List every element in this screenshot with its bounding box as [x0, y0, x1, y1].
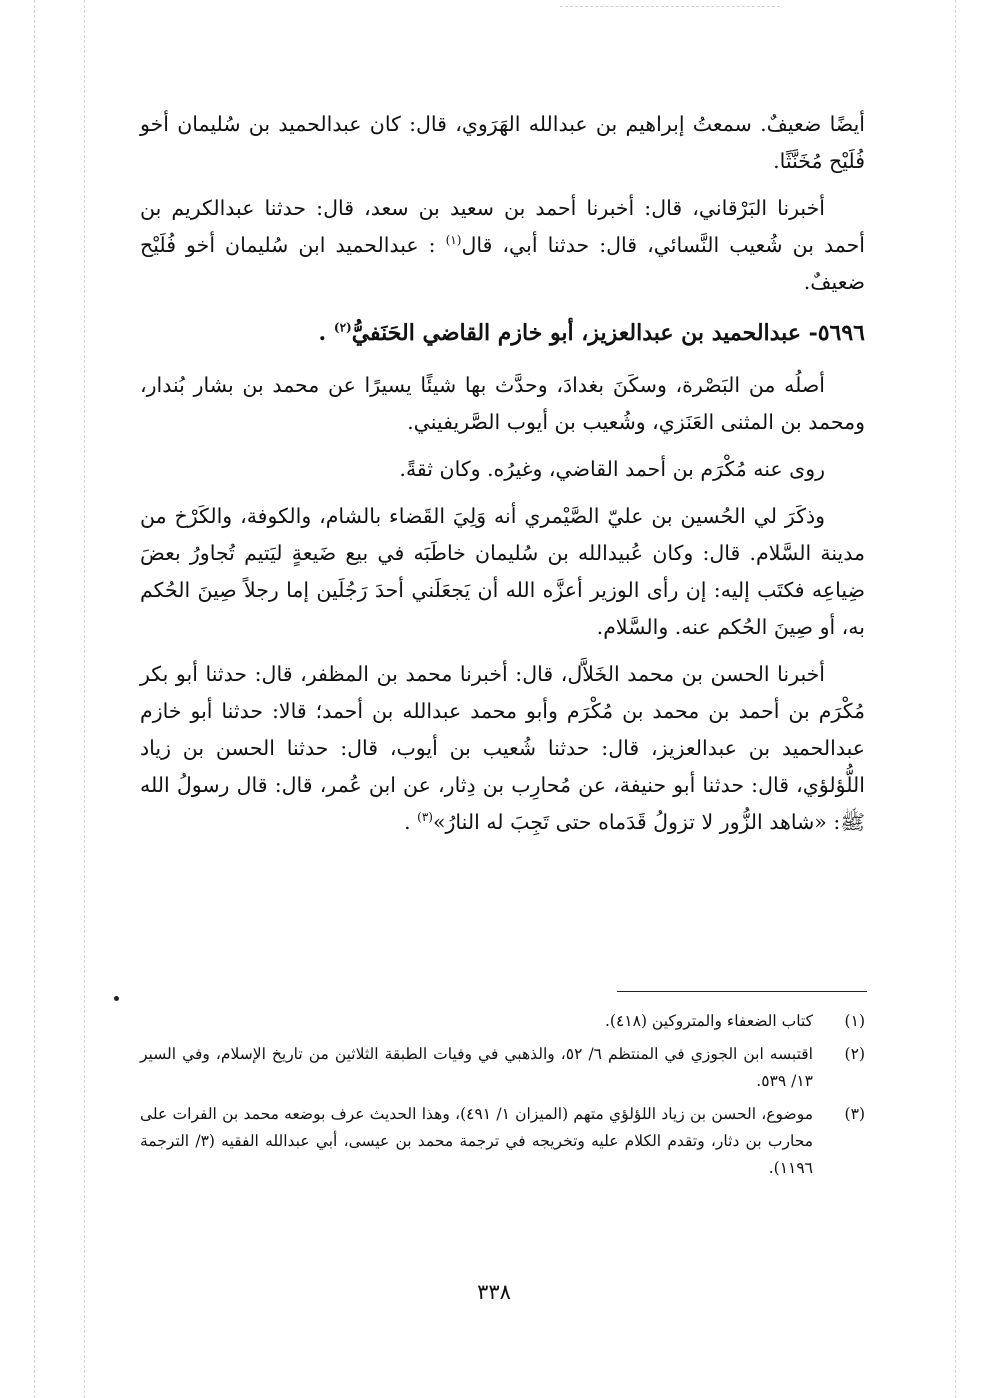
scan-speck [114, 996, 119, 1001]
main-text [140, 106, 865, 851]
footnotes [140, 1008, 865, 1188]
footnote-ref[interactable]: (٢) [333, 320, 352, 335]
scan-guide-line [560, 6, 780, 7]
paragraph: أيضًا ضعيفٌ. سمعتُ إبراهيم بن عبدالله الهَرَوي، قال: كان عبدالحميد بن سُليمان أخو فُلَيْح مُخَنَّثًا. [140, 112, 865, 173]
footnote-number: (٣) [844, 1105, 865, 1123]
paragraph: روى عنه مُكْرَم بن أحمد القاضي، وغيرُه. وكان ثقةً. [399, 457, 825, 481]
footnote-separator [617, 991, 867, 992]
footnote [140, 1101, 865, 1182]
paragraph: وذكَرَ لي الحُسين بن عليّ الصَّيْمري أنه وَلِيَ القَضاء بالشام، والكوفة، والكَرْخ من مدينة السَّلام. قال: وكان عُبيدالله بن سُليمان خاطَبَه في بيع ضَيعةٍ ليَتيم تُجاورُ بعضَ ضِياعِه فكتَب إليه: إن رأى الوزير أعزَّه الله أن يَجعَلَني أحدَ رَجُلَين إما رجلاً صِينَ الحُكم به، أو صِينَ الحُكم عنه. والسَّلام. [140, 504, 865, 639]
scan-guide-line [34, 0, 35, 1398]
scan-guide-line [84, 0, 85, 1398]
footnote-text: كتاب الضعفاء والمتروكين (٤١٨). [604, 1012, 813, 1030]
footnote-ref[interactable]: (١) [445, 233, 462, 248]
paragraph: أصلُه من البَصْرة، وسكَنَ بغدادَ، وحدَّث بها شيئًا يسيرًا عن محمد بن بشار بُندار، ومحمد بن المثنى العَنَزي، وشُعيب بن أيوب الصَّريفيني. [140, 373, 865, 434]
footnote-text: موضوع، الحسن بن زياد اللؤلؤي متهم (الميزان ١/ ٤٩١)، وهذا الحديث عرف بوضعه محمد بن الفرات على محارب بن دثار، وتقدم الكلام عليه وتخريجه في ترجمة محمد بن عيسى، أبي عبدالله الفقيه (٣/ الترجمة ١١٩٦). [140, 1105, 814, 1177]
footnote-number: (١) [844, 1012, 865, 1030]
scan-guide-line [955, 0, 956, 1398]
footnote [140, 1041, 865, 1095]
entry-heading: ٥٦٩٦- عبدالحميد بن عبدالعزيز، أبو خازم القاضي الحَنَفيُّ$^{(٢)}$ . [318, 320, 865, 346]
paragraph: أخبرنا البَرْقاني، قال: أخبرنا أحمد بن سعيد بن سعد، قال: حدثنا عبدالكريم بن أحمد بن شُعيب النَّسائي، قال: حدثنا أبي، قال$^{(١)}$ : عبدالحميد ابن سُليمان أخو فُلَيْح ضعيفٌ. [140, 196, 865, 294]
footnote-number: (٢) [844, 1045, 865, 1063]
footnote [140, 1008, 865, 1035]
paragraph: أخبرنا الحسن بن محمد الخَلاَّل، قال: أخبرنا محمد بن المظفر، قال: حدثنا أبو بكر مُكْرَم بن أحمد بن محمد بن مُكْرَم وأبو محمد عبدالله بن أحمد؛ قالا: حدثنا أبو خازم عبدالحميد بن عبدالعزيز، قال: حدثنا شُعيب بن أيوب، قال: حدثنا الحسن بن زياد اللُّؤلؤي، قال: حدثنا أبو حنيفة، عن مُحارِب بن دِثار، عن ابن عُمر، قال: قال رسولُ الله ﷺ: «شاهد الزُّور لا تزولُ قَدَماه حتى تَجِبَ له النارُ»$^{(٣)}$ . [140, 662, 865, 834]
footnote-text: اقتبسه ابن الجوزي في المنتظم ٦/ ٥٢، والذهبي في وفيات الطبقة الثلاثين من تاريخ الإسلام، وفي السير ١٣/ ٥٣٩. [140, 1045, 813, 1090]
footnote-ref[interactable]: (٣) [417, 810, 433, 825]
page-number: ٣٣٨ [477, 1280, 511, 1304]
